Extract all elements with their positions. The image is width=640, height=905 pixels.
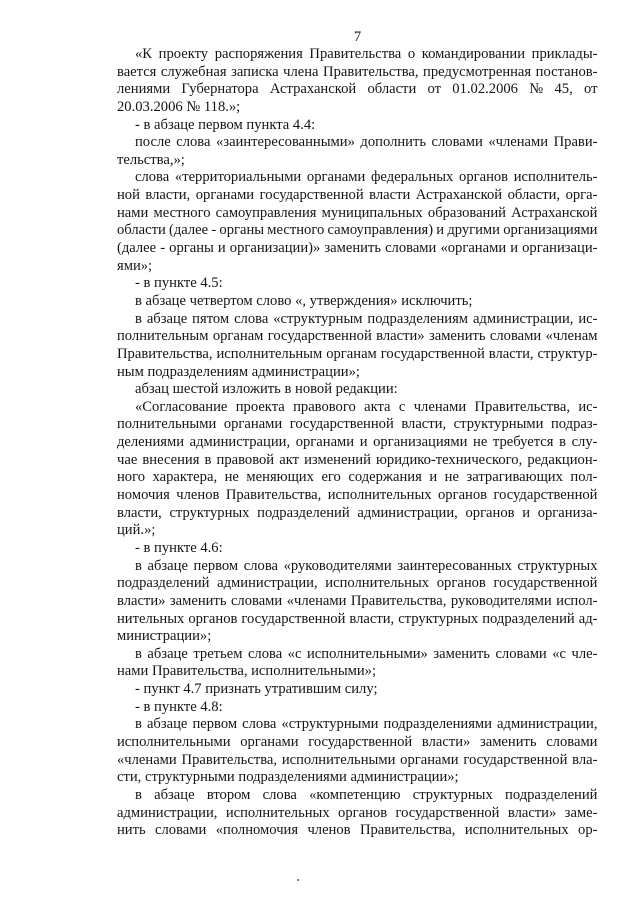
text-line: области (далее - органы местного самоуправления) и другими организациями [117, 222, 598, 239]
text-line: - в абзаце первом пункта 4.4: [135, 116, 316, 133]
text-line: тельства,»; [117, 151, 185, 168]
document-body [117, 46, 598, 840]
text-line: в абзаце третьем слова «с исполнительными» заменить словами «с чле- [135, 645, 598, 662]
text-line: - в пункте 4.6: [135, 539, 223, 556]
text-line: делениями администрации, органами и организациями не требуется в слу- [117, 434, 598, 451]
text-line: вается служебная записка члена Правительства, предусмотренная постанов- [117, 63, 598, 80]
text-line: подразделений администрации, исполнительных органов государственной [117, 575, 598, 592]
text-line: в абзаце первом слова «структурными подразделениями администрации, [135, 716, 598, 733]
text-line: нами Правительства, исполнительными»; [117, 663, 377, 680]
text-line: ным подразделениям администрации»; [117, 363, 360, 380]
text-line: ного характера, не меняющих его содержания и не затрагивающих пол- [117, 469, 598, 486]
text-line: лениями Губернатора Астраханской области от 01.02.2006 № 45, от [117, 81, 598, 98]
text-line: «членами Правительства, исполнительными органами государственной вла- [117, 751, 598, 768]
text-line: в абзаце пятом слова «структурным подразделениям администрации, ис- [135, 310, 598, 327]
text-line: министрации»; [117, 628, 212, 645]
text-line: ями»; [117, 257, 153, 274]
text-line: сти, структурными подразделениями администрации»; [117, 769, 459, 786]
text-line: - в пункте 4.8: [135, 698, 223, 715]
text-line: полнительным органам государственной власти» заменить словами «членам [117, 328, 598, 345]
text-line: «Согласование проекта правового акта с членами Правительства, ис- [135, 398, 598, 415]
text-line: власти, структурных подразделений администрации, органов и организа- [117, 504, 598, 521]
text-line: Правительства, исполнительным органам государственной власти, структур- [117, 345, 598, 362]
text-line: в абзаце втором слова «компетенцию структурных подразделений [135, 786, 598, 803]
text-line: после слова «заинтересованными» дополнить словами «членами Прави- [135, 134, 598, 151]
text-line: (далее - органы и организации)» заменить словами «органами и организаци- [117, 240, 598, 257]
text-line: чае внесения в правовой акт изменений юридико-технического, редакцион- [117, 451, 598, 468]
text-line: полнительными органами государственной власти, структурными подраз- [117, 416, 598, 433]
text-line: в абзаце четвертом слово «, утверждения» исключить; [135, 292, 473, 309]
text-line: исполнительными органами государственной власти» заменить словами [117, 733, 598, 750]
text-line: нительных органов государственной власти, структурных подразделений ад- [117, 610, 598, 627]
text-line: слова «территориальными органами федеральных органов исполнитель- [135, 169, 598, 186]
text-line: абзац шестой изложить в новой редакции: [135, 381, 398, 398]
text-line: ций.»; [117, 522, 156, 539]
text-line: власти» заменить словами «членами Правительства, руководителями испол- [117, 592, 598, 609]
text-line: - пункт 4.7 признать утратившим силу; [135, 681, 378, 698]
text-line: нами местного самоуправления муниципальных образований Астраханской [117, 204, 598, 221]
text-line: - в пункте 4.5: [135, 275, 223, 292]
text-line: номочия членов Правительства, исполнительных органов государственной [117, 487, 598, 504]
text-line: «К проекту распоряжения Правительства о командировании приклады- [135, 46, 598, 62]
text-line: ной власти, органами государственной власти Астраханской области, орга- [117, 187, 598, 204]
scan-speck [297, 879, 299, 881]
text-line: нить словами «полномочия членов Правительства, исполнительных ор- [117, 822, 598, 839]
text-line: в абзаце первом слова «руководителями заинтересованных структурных [135, 557, 598, 574]
text-line: 20.03.2006 № 118.»; [117, 98, 241, 115]
page-number: 7 [353, 29, 362, 45]
text-line: администрации, исполнительных органов государственной власти» заме- [117, 804, 598, 821]
